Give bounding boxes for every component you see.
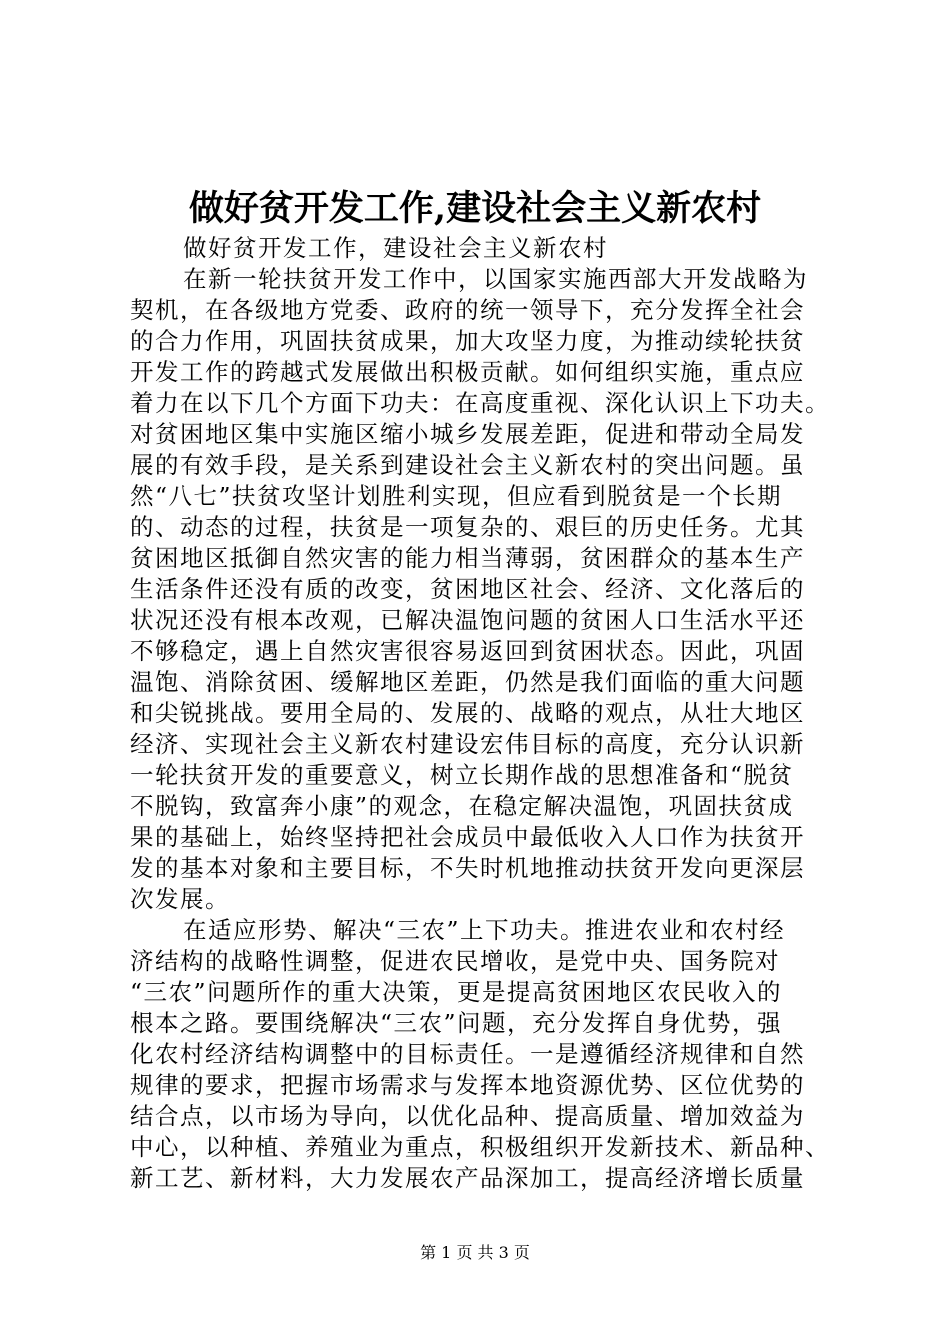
- page-number-footer: 第 1 页 共 3 页: [420, 1243, 530, 1262]
- body-line: 结合点，以市场为导向，以优化品种、提高质量、增加效益为: [130, 1102, 805, 1130]
- document-body: [130, 233, 832, 1194]
- body-line: 发的基本对象和主要目标，不失时机地推动扶贫开发向更深层: [130, 854, 805, 882]
- body-line: 一轮扶贫开发的重要意义，树立长期作战的思想准备和“脱贫: [130, 761, 794, 789]
- body-line: 契机，在各级地方党委、政府的统一领导下，充分发挥全社会: [130, 296, 805, 324]
- body-line: 贫困地区抵御自然灾害的能力相当薄弱，贫困群众的基本生产: [130, 544, 805, 572]
- body-line: 的、动态的过程，扶贫是一项复杂的、艰巨的历史任务。尤其: [130, 513, 805, 541]
- body-line: 做好贫开发工作，建设社会主义新农村: [183, 234, 608, 262]
- body-line: 在新一轮扶贫开发工作中，以国家实施西部大开发战略为: [183, 265, 808, 293]
- body-line: 次发展。: [130, 885, 230, 913]
- body-line: 开发工作的跨越式发展做出积极贡献。如何组织实施，重点应: [130, 358, 805, 386]
- body-line: 和尖锐挑战。要用全局的、发展的、战略的观点，从壮大地区: [130, 699, 805, 727]
- body-line: 不脱钩，致富奔小康”的观念，在稳定解决温饱，巩固扶贫成: [130, 792, 794, 820]
- body-line: 规律的要求，把握市场需求与发挥本地资源优势、区位优势的: [130, 1071, 805, 1099]
- body-line: 状况还没有根本改观，已解决温饱问题的贫困人口生活水平还: [130, 606, 805, 634]
- body-line: 中心，以种植、养殖业为重点，积极组织开发新技术、新品种、: [130, 1133, 830, 1161]
- body-line: 新工艺、新材料，大力发展农产品深加工，提高经济增长质量: [130, 1164, 805, 1192]
- body-line: 济结构的战略性调整，促进农民增收，是党中央、国务院对: [130, 947, 780, 975]
- body-line: 果的基础上，始终坚持把社会成员中最低收入人口作为扶贫开: [130, 823, 805, 851]
- body-line: 温饱、消除贫困、缓解地区差距，仍然是我们面临的重大问题: [130, 668, 805, 696]
- body-line: 对贫困地区集中实施区缩小城乡发展差距，促进和带动全局发: [130, 420, 805, 448]
- body-line: 着力在以下几个方面下功夫：在高度重视、深化认识上下功夫。: [130, 389, 830, 417]
- body-line: 不够稳定，遇上自然灾害很容易返回到贫困状态。因此，巩固: [130, 637, 805, 665]
- body-line: “三农”问题所作的重大决策，更是提高贫困地区农民收入的: [130, 978, 783, 1006]
- body-line: 然“八七”扶贫攻坚计划胜利实现，但应看到脱贫是一个长期: [130, 482, 783, 510]
- body-line: 生活条件还没有质的改变，贫困地区社会、经济、文化落后的: [130, 575, 805, 603]
- body-line: 根本之路。要围绕解决“三农”问题，充分发挥自身优势，强: [130, 1009, 783, 1037]
- body-line: 经济、实现社会主义新农村建设宏伟目标的高度，充分认识新: [130, 730, 805, 758]
- body-line: 展的有效手段，是关系到建设社会主义新农村的突出问题。虽: [130, 451, 805, 479]
- body-line: 在适应形势、解决“三农”上下功夫。推进农业和农村经: [183, 916, 786, 944]
- body-line: 化农村经济结构调整中的目标责任。一是遵循经济规律和自然: [130, 1040, 805, 1068]
- document-title: 做好贫开发工作,建设社会主义新农村: [188, 188, 762, 229]
- body-line: 的合力作用，巩固扶贫成果，加大攻坚力度，为推动续轮扶贫: [130, 327, 805, 355]
